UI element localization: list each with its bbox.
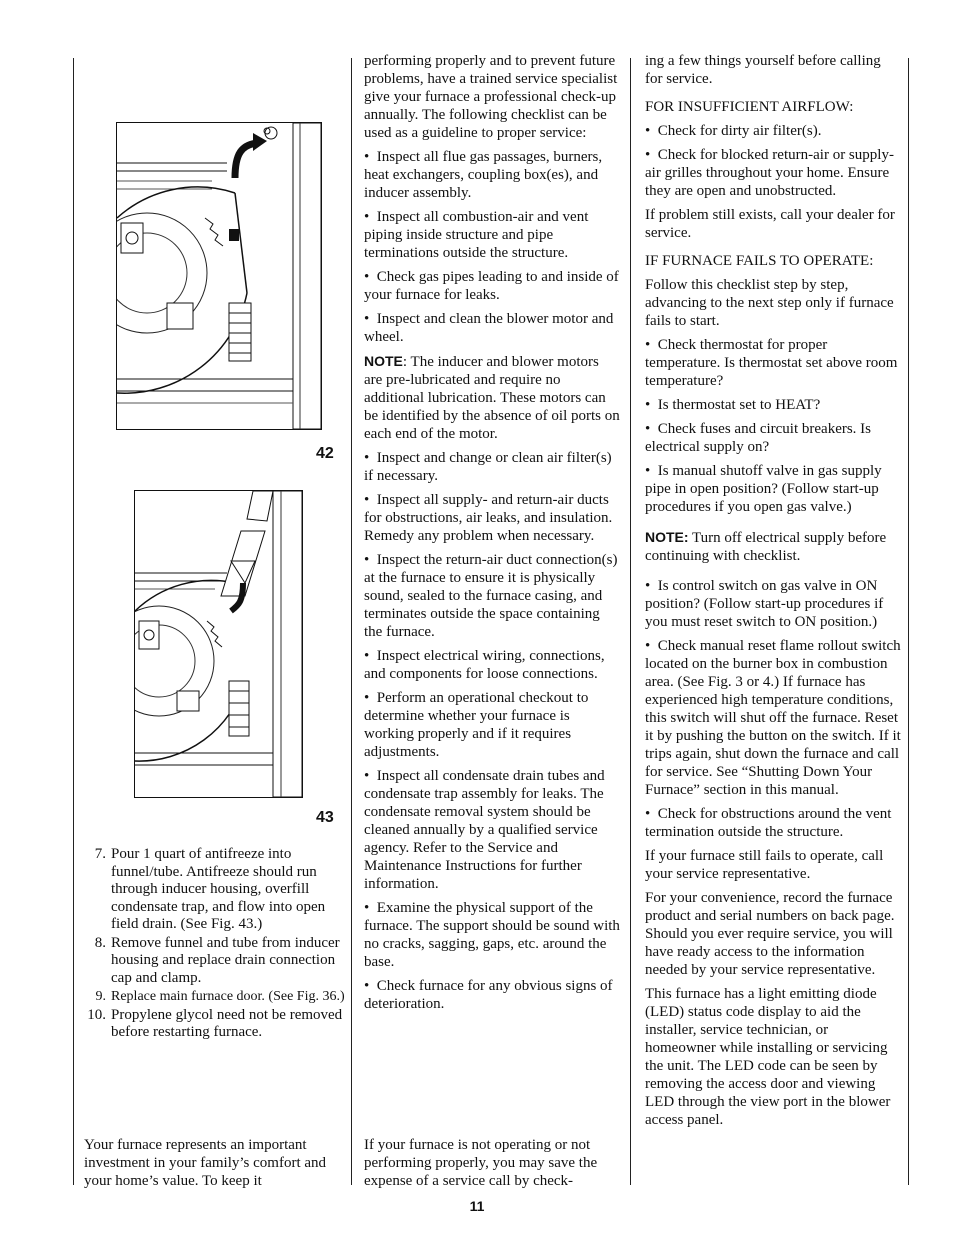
self-check-intro: If your furnace is not operating or not performing properly, you may save the expense of a service call by check- [364,1137,598,1189]
airflow-followup: If problem still exists, call your dealer for service. [645,207,895,241]
step-9: 9. Replace main furnace door. (See Fig. 36.) [95,989,345,1004]
fails-item: • Check fuses and circuit breakers. Is electrical supply on? [645,421,872,455]
checklist-item: • Check gas pipes leading to and inside of your furnace for leaks. [364,269,619,303]
checklist-item: • Inspect all condensate drain tubes and condensate trap assembly for leaks. The condensate removal system should be cleaned annually by a qualified service agency. Refer to the Service and Maintenance Instructions for further information. [364,768,605,892]
column-rule-2 [630,58,631,1185]
column-2-bottom-paragraph [364,1136,620,1196]
step-8: 8. Remove funnel and tube from inducer housing and replace drain connection cap and clamp. [94,934,340,986]
checklist-item: • Inspect all combustion-air and vent piping inside structure and pipe terminations outside the structure. [364,209,589,261]
page-number: 11 [469,1198,485,1214]
airflow-item: • Check for dirty air filter(s). [645,123,822,139]
fails-intro: Follow this checklist step by step, advancing to the next step only if furnace fails to start. [645,277,894,329]
fails-item: • Check manual reset flame rollout switch located on the burner box in combustion area. (See Fig. 3 or 4.) If furnace has experienced high temperature conditions, this switch will shut off the furnace. Reset it by pushing the button on the switch. If it trips again, shut down the furnace and call for service. See “Shutting Down Your Furnace” section in this manual. [645,638,901,798]
figure-43-label: 43 [316,809,334,826]
checklist-item: • Check furnace for any obvious signs of deterioration. [364,978,613,1012]
call-representative-paragraph: If your furnace still fails to operate, call your service representative. [645,848,884,882]
airflow-heading: FOR INSUFFICIENT AIRFLOW: [645,99,854,115]
checklist-item: • Inspect all flue gas passages, burners, heat exchangers, coupling box(es), and inducer assembly. [364,149,603,201]
fails-heading: IF FURNACE FAILS TO OPERATE: [645,253,874,269]
figure-42-label: 42 [316,445,334,462]
column-rule-right [908,58,909,1185]
fails-item: • Is manual shutoff valve in gas supply pipe in open position? (Follow start-up procedures if you open gas valve.) [645,463,882,515]
checklist-item: • Perform an operational checkout to determine whether your furnace is working properly and if it requires adjustments. [364,690,589,760]
checklist-item: • Inspect the return-air duct connection(s) at the furnace to ensure it is physically sound, sealed to the furnace casing, and terminates outside the space containing the furnace. [364,552,618,640]
fails-item: • Is thermostat set to HEAT? [645,397,821,413]
figure-43-illustration [134,490,303,798]
investment-paragraph: Your furnace represents an important investment in your family’s comfort and your home’s value. To keep it [84,1137,327,1189]
airflow-item: • Check for blocked return-air or supply-air grilles throughout your home. Ensure they are open and unobstructed. [645,147,894,199]
step-10: 10. Propylene glycol need not be removed before restarting furnace. [87,1006,343,1040]
led-status-paragraph: This furnace has a light emitting diode (LED) status code display to aid the installer, service technician, or homeowner while installing or servicing the unit. The LED code can be seen by removing the access door and viewing LED through the view port in the blower access panel. [645,986,891,1128]
checklist-item: • Inspect and clean the blower motor and wheel. [364,311,614,345]
fails-item: • Check thermostat for proper temperature. Is thermostat set above room temperature? [645,337,898,389]
self-check-continued: ing a few things yourself before calling for service. [645,53,881,87]
electrical-note: NOTE: Turn off electrical supply before continuing with checklist. [645,529,887,564]
column-1-bottom-paragraph [84,1136,344,1196]
figure-42-illustration [116,122,322,430]
column-2 [364,52,620,1019]
column-3 [645,52,901,1135]
checkup-intro: performing properly and to prevent future problems, have a trained service specialist give your furnace a professional check-up annually. The following checklist can be used as a guideline to proper service: [364,53,618,141]
antifreeze-steps-list [84,846,346,1043]
motor-note: NOTE: The inducer and blower motors are pre-lubricated and require no additional lubrication. These motors can be identified by the absence of oil ports on each end of the motor. [364,353,620,442]
fails-item: • Check for obstructions around the vent termination outside the structure. [645,806,892,840]
checklist-item: • Inspect electrical wiring, connections, and components for loose connections. [364,648,605,682]
column-rule-1 [351,58,352,1185]
record-serial-paragraph: For your convenience, record the furnace product and serial numbers on back page. Should you ever require service, you will have ready access to the information needed by your service representative. [645,890,895,978]
checklist-item: • Examine the physical support of the furnace. The support should be sound with no cracks, sagging, gaps, etc. around the base. [364,900,620,970]
checklist-item: • Inspect and change or clean air filter(s) if necessary. [364,450,612,484]
column-rule-left [73,58,74,1185]
step-7: 7. Pour 1 quart of antifreeze into funnel/tube. Antifreeze should run through inducer housing, overfill condensate trap, and flow into open field drain. (See Fig. 43.) [94,846,326,932]
checklist-item: • Inspect all supply- and return-air ducts for obstructions, air leaks, and insulation. Remedy any problem when necessary. [364,492,613,544]
fails-item: • Is control switch on gas valve in ON position? (Follow start-up procedures if you must reset switch to ON position.) [645,578,884,630]
